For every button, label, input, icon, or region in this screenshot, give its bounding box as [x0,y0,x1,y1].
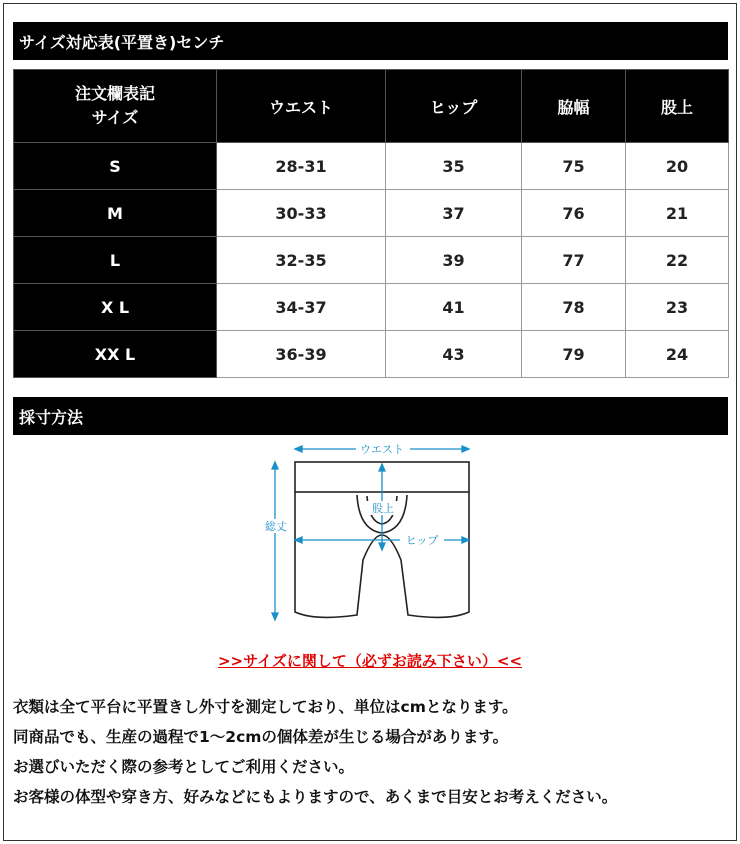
value-cell: 30-33 [217,190,386,237]
length-arrow-head-bottom [272,613,278,620]
value-cell: 24 [626,331,729,378]
value-cell: 35 [386,143,522,190]
measure-method-title [13,397,728,435]
value-cell: 39 [386,237,522,284]
header-size-line2: サイズ [91,108,139,127]
waist-arrow-head-right [462,446,469,452]
size-notes [13,692,728,812]
value-cell: 21 [626,190,729,237]
value-cell: 78 [522,284,626,331]
value-cell: 20 [626,143,729,190]
boxer-shorts-diagram [255,440,485,640]
value-cell: 32-35 [217,237,386,284]
table-row [14,331,729,378]
value-cell: 79 [522,331,626,378]
hip-arrow-head-left [295,537,302,543]
waist-arrow-head-left [295,446,302,452]
size-chart-title [13,22,728,60]
rise-arrow-head-top [379,464,385,471]
note-line: お客様の体型や穿き方、好みなどにもよりますので、あくまで目安とお考えください。 [13,788,618,806]
value-cell: 22 [626,237,729,284]
size-table [13,69,729,378]
size-cell: X L [14,284,217,331]
length-label: 総丈 [265,520,287,533]
header-size [14,70,217,143]
header-rise: 股上 [626,70,729,143]
table-row [14,237,729,284]
value-cell: 23 [626,284,729,331]
table-row [14,143,729,190]
value-cell: 28-31 [217,143,386,190]
note-line: お選びいただく際の参考としてご利用ください。 [13,758,355,776]
size-cell: L [14,237,217,284]
table-row [14,190,729,237]
hip-arrow-head-right [462,537,469,543]
value-cell: 41 [386,284,522,331]
value-cell: 77 [522,237,626,284]
hip-label: ヒップ [405,534,439,547]
length-arrow-head-top [272,462,278,469]
waist-label: ウエスト [360,443,404,456]
header-waist: ウエスト [217,70,386,143]
header-hip: ヒップ [386,70,522,143]
size-cell: M [14,190,217,237]
note-line: 衣類は全て平台に平置きし外寸を測定しており、単位はcmとなります。 [13,698,518,716]
table-row [14,284,729,331]
value-cell: 75 [522,143,626,190]
measure-method-title-text: 採寸方法 [19,407,84,427]
table-header-row [14,70,729,143]
value-cell: 43 [386,331,522,378]
header-side-width: 脇幅 [522,70,626,143]
size-chart-title-text: サイズ対応表(平置き)センチ [19,32,225,52]
rise-label: 股上 [372,502,394,515]
header-size-line1: 注文欄表記 [74,84,155,103]
size-cell: XX L [14,331,217,378]
size-notice-heading: >>サイズに関して（必ずお読み下さい）<< [217,652,523,670]
value-cell: 37 [386,190,522,237]
size-cell: S [14,143,217,190]
value-cell: 36-39 [217,331,386,378]
value-cell: 34-37 [217,284,386,331]
rise-arrow-head-bottom [379,543,385,550]
measurement-diagram [255,440,485,640]
note-line: 同商品でも、生産の過程で1〜2cmの個体差が生じる場合があります。 [13,728,509,746]
value-cell: 76 [522,190,626,237]
